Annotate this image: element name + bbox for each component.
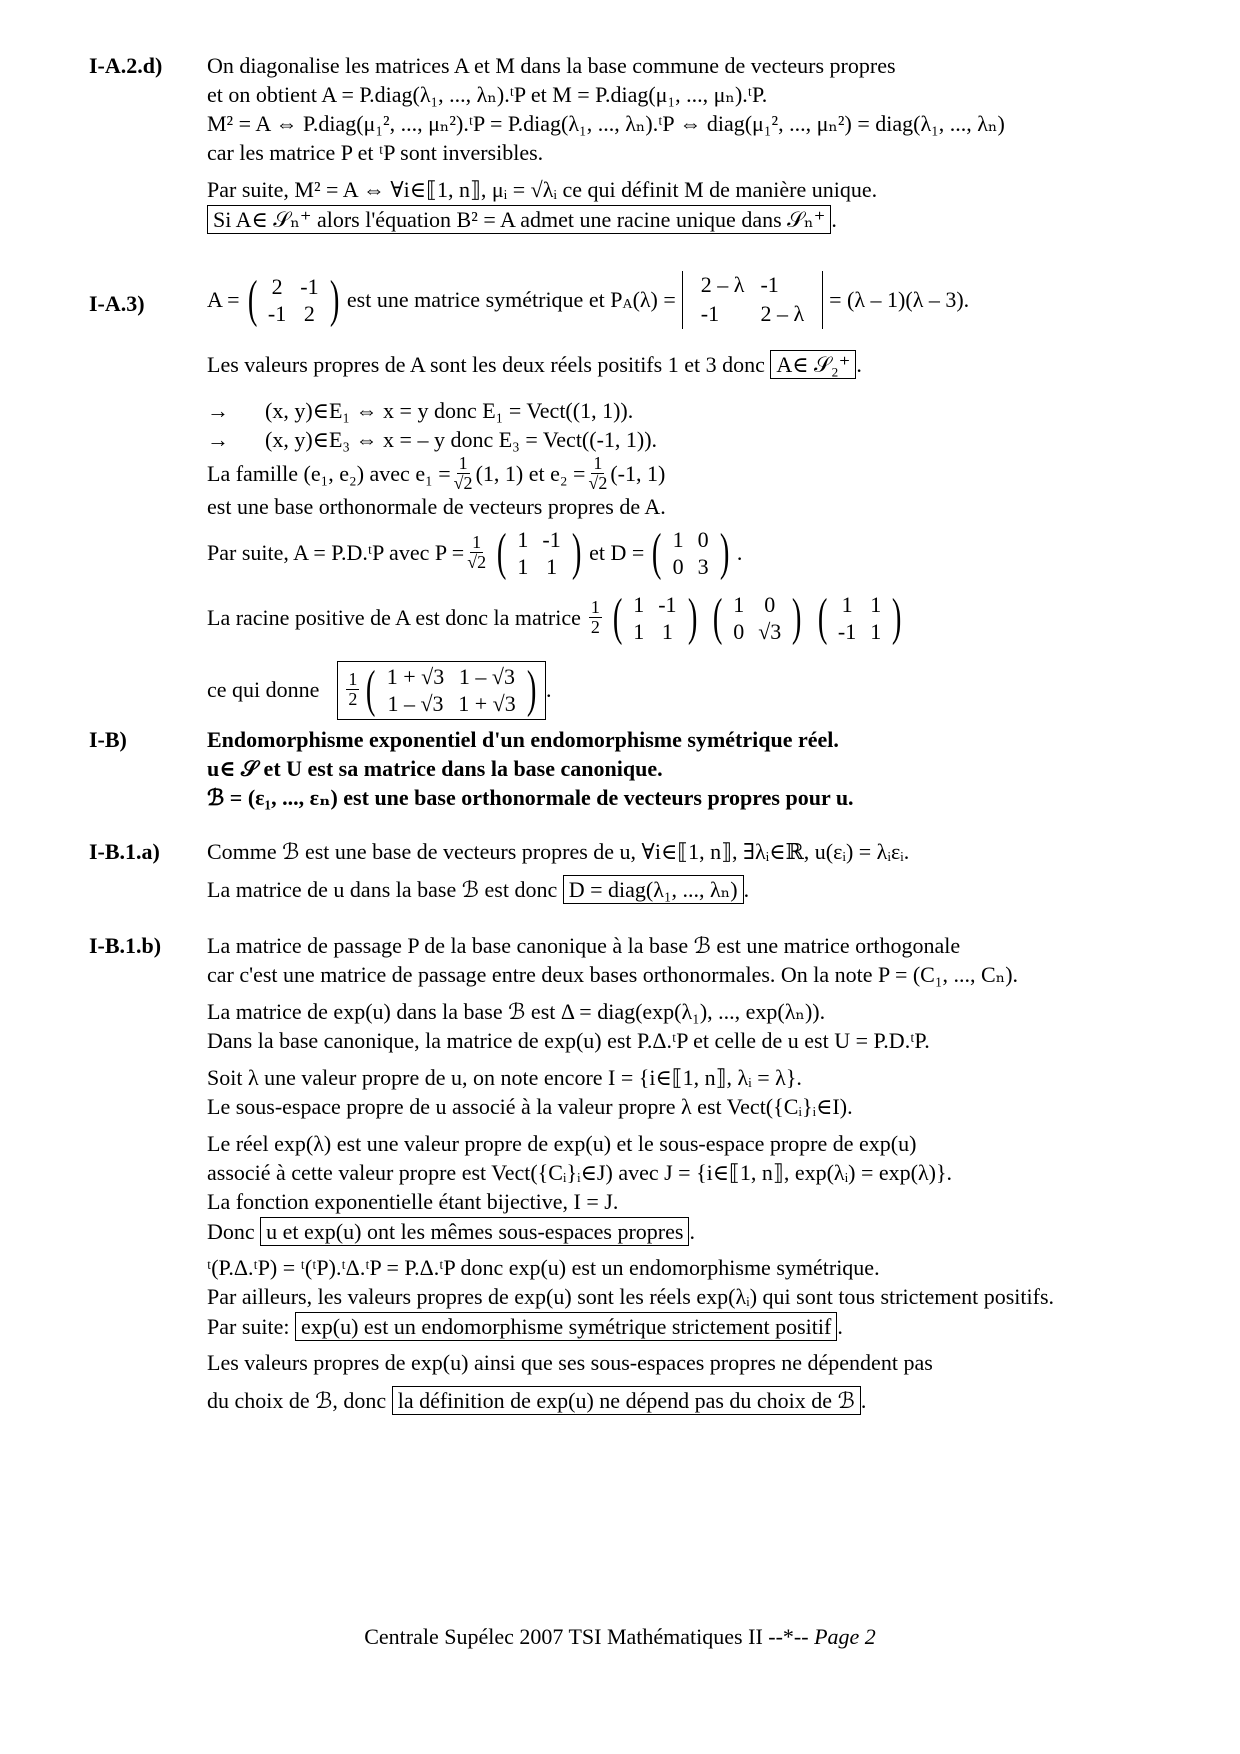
section-label: I-B.1.a) [89,839,160,864]
result-box: u et exp(u) ont les mêmes sous-espaces propres [260,1217,689,1246]
text-line: associé à cette valeur propre est Vect({Cᵢ}ᵢ∈J) avec J = {i∈⟦1, n⟧, exp(λᵢ) = exp(λ)}. [207,1160,953,1185]
text-line: Par ailleurs, les valeurs propres de exp(u) sont les réels exp(λᵢ) qui sont tous strictement positifs. [207,1284,1055,1309]
text-line: Soit λ une valeur propre de u, on note encore I = {i∈⟦1, n⟧, λᵢ = λ}. [207,1065,802,1090]
text-line: car c'est une matrice de passage entre deux bases orthonormales. On la note P = (C₁, ..., Cₙ). [207,962,1019,987]
text-line: On diagonalise les matrices A et M dans la base commune de vecteurs propres [207,53,896,78]
section-label: I-B) [89,727,127,752]
text-line: Le réel exp(λ) est une valeur propre de exp(u) et le sous-espace propre de exp(u) [207,1131,917,1156]
section-body [207,726,1210,813]
text-line: Les valeurs propres de exp(u) ainsi que ses sous-espaces propres ne dépendent pas [207,1350,933,1375]
section-body: Comme ℬ est une base de vecteurs propres de u, ∀i∈⟦1, n⟧, ∃λᵢ∈ℝ, u(εᵢ) = λᵢεᵢ. La matrice de u dans la base ℬ est donc D = diag(λ₁, ..., λₙ) . [207,838,1210,904]
matrix-A: ( 2 -1 -1 2 ) [247,271,340,328]
result-box: A∈ 𝒮₂⁺ [770,350,856,379]
matrix-P: ( 1 -1 1 1 ) [496,524,582,581]
text-line: Comme ℬ est une base de vecteurs propres de u, ∀i∈⟦1, n⟧, ∃λᵢ∈ℝ, u(εᵢ) = λᵢεᵢ. [207,839,910,864]
matrix-result: ( 1 + √3 1 – √3 1 – √3 1 + √3 ) [366,661,537,718]
heading-line: Endomorphisme exponentiel d'un endomorphisme symétrique réel. [207,727,839,752]
heading-line: u∈ 𝒮 et U est sa matrice dans la base canonique. [207,756,663,781]
result-box: exp(u) est un endomorphisme symétrique strictement positif [295,1312,837,1341]
page-number: Page 2 [814,1624,876,1649]
result-box: Si A∈ 𝒮ₙ⁺ alors l'équation B² = A admet une racine unique dans 𝒮ₙ⁺ [207,205,831,234]
section-label: I-A.2.d) [89,53,163,78]
text-line: et on obtient A = P.diag(λ₁, ..., λₙ).ᵗP et M = P.diag(μ₁, ..., μₙ).ᵗP. [207,82,768,107]
text-line: Dans la base canonique, la matrice de exp(u) est P.Δ.ᵗP et celle de u est U = P.D.ᵗP. [207,1028,930,1053]
matrix-r1: ( 1 -1 1 1 ) [612,589,697,646]
matrix-D: ( 1 0 0 3 ) [652,524,729,581]
matrix-line: A = ( 2 -1 -1 2 ) est une matrice symétrique et P A (λ) = 2 – λ -1 -1 2 – λ = (λ – 1)(λ – 3). [207,271,970,328]
section-body: A = ( 2 -1 -1 2 ) est une matrice symétrique et P A (λ) = 2 – λ -1 -1 2 – λ = (λ – 1)(λ – 3). Les valeurs propres de A sont les deux réels positifs 1 et 3 donc A∈ 𝒮₂⁺ . → (x, y)∈E₁ ⇔ x = y donc E₁ = Vect((1, 1)). → (x, y)∈E₃ ⇔ x = – y donc E₃ = Vect((-1, 1)). La famille (e₁, e₂) avec e₁ = $\frac{1}{√2}$ (1, 1) et e₂ = $\frac{1}{√2}$ (-1, 1) est une base orthonormale de vecteurs propres de A. Par suite, A = P.D.ᵗP avec P = $\frac{1}{√2}$ ( 1 -1 1 1 ) et D = ( 1 0 0 3 ) . La racine positive de A est donc la matrice $\frac{1}{2}$ ( 1 -1 1 1 ) ( 1 0 0 √3 ) ( 1 1 -1 1 ) ce qui donne $\frac{1}{2}$ ( 1 + √3 1 – √3 1 – √3 1 + √3 ) . [207,265,1210,728]
text-line: ᵗ(P.Δ.ᵗP) = ᵗ(ᵗP).ᵗΔ.ᵗP = P.Δ.ᵗP donc exp(u) est un endomorphisme symétrique. [207,1255,880,1280]
result-box: la définition de exp(u) ne dépend pas du choix de ℬ [392,1386,861,1415]
section-body: La matrice de passage P de la base canonique à la base ℬ est une matrice orthogonale car c'est une matrice de passage entre deux bases orthonormales. On la note P = (C₁, ..., Cₙ). La matrice de exp(u) dans la base ℬ est Δ = diag(exp(λ₁), ..., exp(λₙ)). Dans la base canonique, la matrice de exp(u) est P.Δ.ᵗP et celle de u est U = P.D.ᵗP. Soit λ une valeur propre de u, on note encore I = {i∈⟦1, n⟧, λᵢ = λ}. Le sous-espace propre de u associé à la valeur propre λ est Vect({Cᵢ}ᵢ∈I). Le réel exp(λ) est une valeur propre de exp(u) et le sous-espace propre de exp(u) associé à cette valeur propre est Vect({Cᵢ}ᵢ∈J) avec J = {i∈⟦1, n⟧, exp(λᵢ) = exp(λ)}. La fonction exponentielle étant bijective, I = J. Donc u et exp(u) ont les mêmes sous-espaces propres . ᵗ(P.Δ.ᵗP) = ᵗ(ᵗP).ᵗΔ.ᵗP = P.Δ.ᵗP donc exp(u) est un endomorphisme symétrique. Par ailleurs, les valeurs propres de exp(u) sont les réels exp(λᵢ) qui sont tous strictement positifs. Par suite: exp(u) est un endomorphisme symétrique strictement positif . Les valeurs propres de exp(u) ainsi que ses sous-espaces propres ne dépendent pas du choix de ℬ, donc la définition de exp(u) ne dépend pas du choix de ℬ . [207,932,1210,1415]
section-label: I-B.1.b) [89,933,162,958]
section-body: On diagonalise les matrices A et M dans la base commune de vecteurs propres et on obtient A = P.diag(λ₁, ..., λₙ).ᵗP et M = P.diag(μ₁, ..., μₙ).ᵗP. M² = A ⇔ P.diag(μ₁², ..., μₙ²).ᵗP = P.diag(λ₁, ..., λₙ).ᵗP ⇔ diag(μ₁², ..., μₙ²) = diag(λ₁, ..., λₙ) car les matrice P et ᵗP sont inversibles. Par suite, M² = A ⇔ ∀i∈⟦1, n⟧, μᵢ = √λᵢ ce qui définit M de manière unique. Si A∈ 𝒮ₙ⁺ alors l'équation B² = A admet une racine unique dans 𝒮ₙ⁺ . [207,52,1210,234]
text-line: La matrice de passage P de la base canonique à la base ℬ est une matrice orthogonale [207,933,961,958]
text-line: Le sous-espace propre de u associé à la valeur propre λ est Vect({Cᵢ}ᵢ∈I). [207,1094,853,1119]
text-line: La fonction exponentielle étant bijective, I = J. [207,1189,619,1214]
result-box: $\frac{1}{2}$ ( 1 + √3 1 – √3 1 – √3 1 + √3 ) [337,661,546,720]
text-line: car les matrice P et ᵗP sont inversibles. [207,140,544,165]
matrix-r3: ( 1 1 -1 1 ) [817,589,902,646]
section-label: I-A.3) [89,291,145,316]
heading-line: ℬ = (ε₁, ..., εₙ) est une base orthonormale de vecteurs propres pour u. [207,785,854,810]
text-line: La matrice de exp(u) dans la base ℬ est Δ = diag(exp(λ₁), ..., exp(λₙ)). [207,999,826,1024]
page-footer: Centrale Supélec 2007 TSI Mathématiques II --*-- Page 2 [364,1624,876,1649]
text-line: Par suite, M² = A ⇔ ∀i∈⟦1, n⟧, μᵢ = √λᵢ ce qui définit M de manière unique. [207,177,878,202]
determinant: 2 – λ -1 -1 2 – λ [682,271,823,328]
text-line: M² = A ⇔ P.diag(μ₁², ..., μₙ²).ᵗP = P.diag(λ₁, ..., λₙ).ᵗP ⇔ diag(μ₁², ..., μₙ²) = diag(λ₁, ..., λₙ) [207,111,1005,136]
arrow-icon: → [207,427,229,452]
arrow-icon: → [207,398,229,423]
result-box: D = diag(λ₁, ..., λₙ) [563,875,744,904]
text-line: est une base orthonormale de vecteurs propres de A. [207,494,666,519]
matrix-r2: ( 1 0 0 √3 ) [712,589,802,646]
